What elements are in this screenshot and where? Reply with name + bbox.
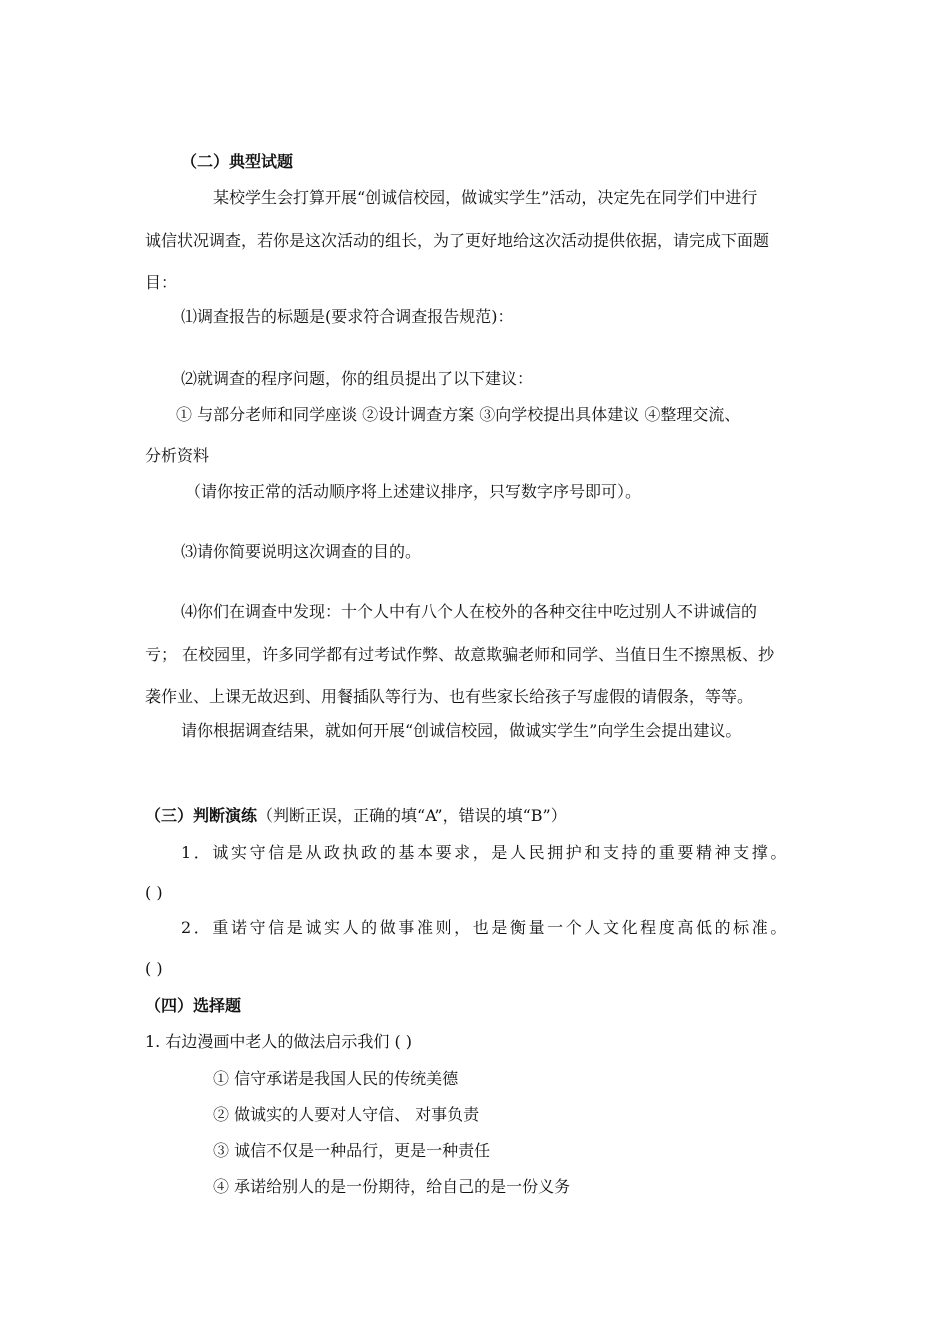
judgement-heading-note: （判断正误，正确的填“A”，错误的填“B”） <box>257 806 567 825</box>
intro-line-1: 某校学生会打算开展“创诚信校园，做诚实学生”活动，决定先在同学们中进行 <box>213 188 758 207</box>
question-4-line-2: 亏； 在校园里，许多同学都有过考试作弊、故意欺骗老师和同学、当值日生不擦黑板、抄 <box>145 645 775 664</box>
section-heading-multiple-choice: （四）选择题 <box>145 996 242 1015</box>
choice-question-1: 1. 右边漫画中老人的做法启示我们 ( ) <box>145 1032 413 1051</box>
choice-option-4: ④ 承诺给别人的是一份期待，给自己的是一份义务 <box>213 1177 571 1196</box>
question-2: ⑵就调查的程序问题，你的组员提出了以下建议： <box>181 369 534 388</box>
choice-option-1: ① 信守承诺是我国人民的传统美德 <box>213 1069 459 1088</box>
judgement-item-1: 1．诚实守信是从政执政的基本要求，是人民拥护和支持的重要精神支撑。 <box>181 843 789 862</box>
judgement-blank-2: ( ) <box>145 959 163 978</box>
question-1: ⑴调查报告的标题是(要求符合调查报告规范)： <box>181 307 514 326</box>
question-4-task: 请你根据调查结果，就如何开展“创诚信校园，做诚实学生”向学生会提出建议。 <box>181 721 742 740</box>
question-2-note: （请你按正常的活动顺序将上述建议排序，只写数字序号即可）。 <box>185 482 642 501</box>
judgement-heading-text: （三）判断演练 <box>145 806 258 825</box>
choice-option-3: ③ 诚信不仅是一种品行，更是一种责任 <box>213 1141 491 1160</box>
question-4-line-1: ⑷你们在调查中发现：十个人中有八个人在校外的各种交往中吃过别人不讲诚信的 <box>181 602 758 621</box>
choice-option-2: ② 做诚实的人要对人守信、 对事负责 <box>213 1105 480 1124</box>
judgement-blank-1: ( ) <box>145 883 163 902</box>
question-2-options-continued: 分析资料 <box>145 446 210 465</box>
question-2-options: ① 与部分老师和同学座谈 ②设计调查方案 ③向学校提出具体建议 ④整理交流、 <box>176 405 741 424</box>
section-heading-typical-questions: （二）典型试题 <box>181 152 294 171</box>
question-4-line-3: 袭作业、上课无故迟到、用餐插队等行为、也有些家长给孩子写虚假的请假条，等等。 <box>145 687 754 706</box>
judgement-item-2: 2．重诺守信是诚实人的做事准则，也是衡量一个人文化程度高低的标准。 <box>181 918 789 937</box>
question-3: ⑶请你简要说明这次调查的目的。 <box>181 542 422 561</box>
section-heading-judgement <box>145 806 567 826</box>
intro-line-3: 目： <box>145 273 178 292</box>
intro-line-2: 诚信状况调查，若你是这次活动的组长，为了更好地给这次活动提供依据，请完成下面题 <box>145 231 770 250</box>
